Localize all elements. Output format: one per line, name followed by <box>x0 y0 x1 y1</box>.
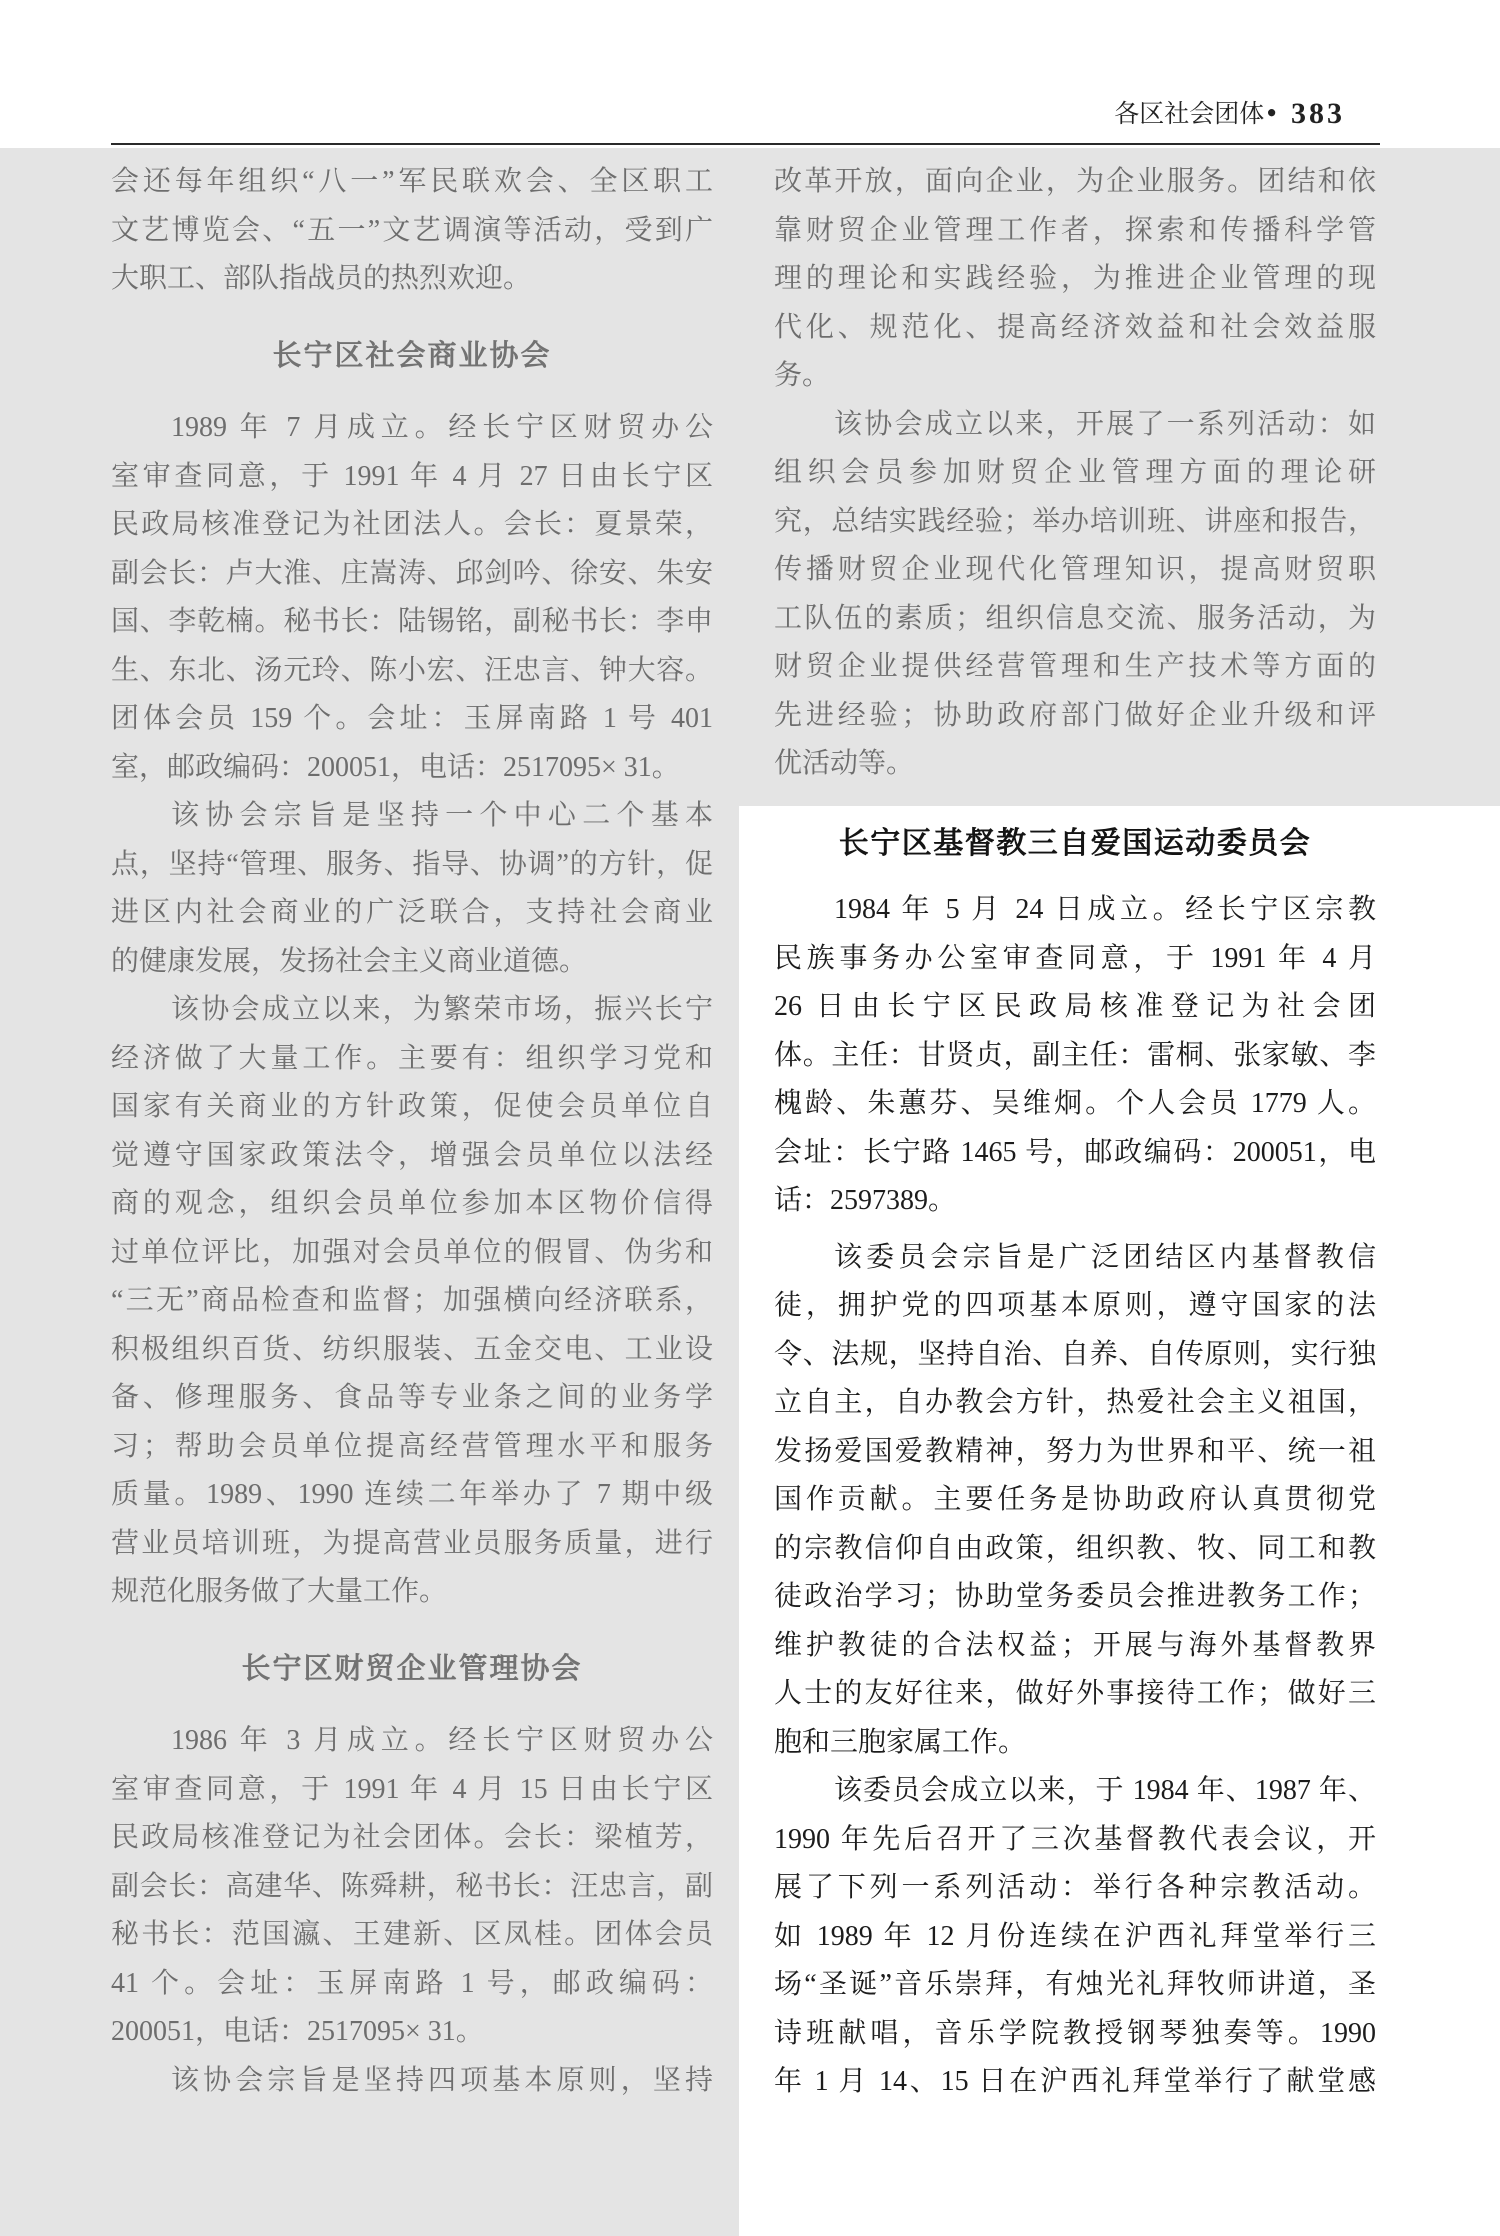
text-line: 民族事务办公室审查同意，于 1991 年 4 月 <box>774 942 1376 974</box>
paragraph <box>111 158 713 304</box>
text-line: 商的观念，组织会员单位参加本区物价信得 <box>111 1188 713 1219</box>
text-line: 代化、规范化、提高经济效益和社会效益服 <box>774 311 1376 343</box>
text-line: 生、东北、汤元玲、陈小宏、汪忠言、钟大容。 <box>111 654 713 686</box>
text-line: 文艺博览会、“五一”文艺调演等活动，受到广 <box>111 214 713 246</box>
text-line: 传播财贸企业现代化管理知识，提高财贸职 <box>774 554 1376 585</box>
text-line: 民政局核准登记为社会团体。会长：梁植芳， <box>111 1822 713 1853</box>
text-line: 200051，电话：2517095× 31。 <box>111 2016 484 2047</box>
text-line: 备、修理服务、食品等专业条之间的业务学 <box>111 1382 713 1413</box>
text-line: “三无”商品检查和监督；加强横向经济联系， <box>111 1285 713 1316</box>
section-heading: 长宁区社会商业协会 <box>272 337 552 372</box>
paragraph <box>774 158 1376 401</box>
text-line: 靠财贸企业管理工作者，探索和传播科学管 <box>774 214 1376 246</box>
text-line: 室审查同意，于 1991 年 4 月 15 日由长宁区 <box>111 1773 713 1805</box>
text-line: 过单位评比，加强对会员单位的假冒、伪劣和 <box>111 1236 713 1268</box>
text-line: 1990 年先后召开了三次基督教代表会议，开 <box>774 1823 1376 1855</box>
text-line: 槐龄、朱蕙芬、吴维炯。个人会员 1779 人。 <box>774 1088 1376 1119</box>
paragraph <box>774 886 1376 1226</box>
text-line: 1986 年 3 月成立。经长宁区财贸办公 <box>171 1725 713 1756</box>
text-line: 该委员会宗旨是广泛团结区内基督教信 <box>834 1241 1376 1273</box>
text-line: 该协会宗旨是坚持四项基本原则，坚持 <box>171 2064 713 2096</box>
text-line: 徒政治学习；协助堂务委员会推进教务工作； <box>774 1581 1376 1612</box>
text-line: 国、李乾楠。秘书长：陆锡铭，副秘书长：李申 <box>111 606 713 637</box>
text-line: 秘书长：范国瀛、王建新、区凤桂。团体会员 <box>111 1919 713 1950</box>
text-line: 积极组织百货、纺织服装、五金交电、工业设 <box>111 1333 713 1365</box>
text-line: 该协会宗旨是坚持一个中心二个基本 <box>171 800 713 831</box>
text-line: 的宗教信仰自由政策，组织教、牧、同工和教 <box>774 1532 1376 1564</box>
paragraph <box>774 401 1376 789</box>
text-line: 室审查同意，于 1991 年 4 月 27 日由长宁区 <box>111 460 713 492</box>
text-line: 胞和三胞家属工作。 <box>774 1726 1027 1758</box>
text-line: 工队伍的素质；组织信息交流、服务活动，为 <box>774 602 1376 634</box>
text-line: 务。 <box>774 360 831 391</box>
text-line: 该协会成立以来，开展了一系列活动：如 <box>834 408 1376 440</box>
right-column <box>774 158 1376 2107</box>
text-line: 营业员培训班，为提高营业员服务质量，进行 <box>111 1527 713 1559</box>
text-line: 诗班献唱，音乐学院教授钢琴独奏等。1990 <box>774 2017 1376 2049</box>
text-line: 体。主任：甘贤贞，副主任：雷桐、张家敏、李 <box>774 1039 1376 1071</box>
text-line: 展了下列一系列活动：举行各种宗教活动。 <box>774 1872 1376 1903</box>
section-heading: 长宁区财贸企业管理协会 <box>241 1650 583 1685</box>
text-line: 场“圣诞”音乐崇拜，有烛光礼拜牧师讲道，圣 <box>774 1969 1376 2000</box>
paragraph <box>774 1234 1376 1768</box>
section-title: 各区社会团体• <box>1114 99 1279 128</box>
text-line: 先进经验；协助政府部门做好企业升级和评 <box>774 699 1376 731</box>
text-line: 令、法规，坚持自治、自养、自传原则，实行独 <box>774 1338 1376 1370</box>
page-number: 383 <box>1291 97 1345 130</box>
text-line: 发扬爱国爱教精神，努力为世界和平、统一祖 <box>774 1435 1376 1467</box>
text-line: 该协会成立以来，为繁荣市场，振兴长宁 <box>171 994 713 1025</box>
paragraph <box>111 986 713 1617</box>
text-line: 室，邮政编码：200051，电话：2517095× 31。 <box>111 751 680 783</box>
text-line: 会址：长宁路 1465 号，邮政编码：200051，电 <box>774 1136 1376 1168</box>
text-line: 26 日由长宁区民政局核准登记为社会团 <box>774 991 1376 1022</box>
text-line: 人士的友好往来，做好外事接待工作；做好三 <box>774 1678 1376 1709</box>
text-line: 究，总结实践经验；举办培训班、讲座和报告， <box>774 505 1376 537</box>
text-line: 组织会员参加财贸企业管理方面的理论研 <box>774 457 1376 488</box>
paragraph <box>111 1717 713 2057</box>
text-line: 副会长：卢大淮、庄嵩涛、邱剑吟、徐安、朱安 <box>111 557 713 589</box>
paragraph <box>111 792 713 986</box>
text-line: 国家有关商业的方针政策，促使会员单位自 <box>111 1091 713 1122</box>
text-line: 习；帮助会员单位提高经营管理水平和服务 <box>111 1430 713 1462</box>
text-line: 副会长：高建华、陈舜耕，秘书长：汪忠言，副 <box>111 1870 713 1902</box>
running-header <box>1114 96 1345 132</box>
text-line: 团体会员 159 个。会址：玉屏南路 1 号 401 <box>111 703 713 734</box>
paragraph <box>111 404 713 792</box>
text-line: 话：2597389。 <box>774 1185 957 1216</box>
text-line: 点，坚持“管理、服务、指导、协调”的方针，促 <box>111 848 713 880</box>
text-line: 41 个。会址：玉屏南路 1 号，邮政编码： <box>111 1967 713 1999</box>
text-line: 规范化服务做了大量工作。 <box>111 1576 448 1607</box>
text-line: 质量。1989、1990 连续二年举办了 7 期中级 <box>111 1479 713 1510</box>
text-line: 大职工、部队指战员的热烈欢迎。 <box>111 263 532 294</box>
text-line: 年 1 月 14、15 日在沪西礼拜堂举行了献堂感 <box>774 2066 1376 2097</box>
text-line: 民政局核准登记为社团法人。会长：夏景荣， <box>111 509 713 540</box>
text-line: 1989 年 7 月成立。经长宁区财贸办公 <box>171 412 713 443</box>
text-line: 觉遵守国家政策法令，增强会员单位以法经 <box>111 1139 713 1171</box>
text-line: 财贸企业提供经营管理和生产技术等方面的 <box>774 651 1376 682</box>
text-line: 国作贡献。主要任务是协助政府认真贯彻党 <box>774 1484 1376 1515</box>
text-line: 进区内社会商业的广泛联合，支持社会商业 <box>111 897 713 928</box>
section-heading: 长宁区基督教三自爱国运动委员会 <box>838 825 1312 861</box>
text-line: 理的理论和实践经验，为推进企业管理的现 <box>774 263 1376 294</box>
text-line: 徒，拥护党的四项基本原则，遵守国家的法 <box>774 1290 1376 1321</box>
header-rule <box>111 143 1380 145</box>
text-line: 如 1989 年 12 月份连续在沪西礼拜堂举行三 <box>774 1920 1376 1952</box>
text-line: 会还每年组织“八一”军民联欢会、全区职工 <box>111 166 713 197</box>
text-line: 的健康发展，发扬社会主义商业道德。 <box>111 945 588 977</box>
text-line: 1984 年 5 月 24 日成立。经长宁区宗教 <box>834 894 1376 925</box>
text-line: 经济做了大量工作。主要有：组织学习党和 <box>111 1042 713 1074</box>
text-line: 维护教徒的合法权益；开展与海外基督教界 <box>774 1629 1376 1661</box>
text-line: 优活动等。 <box>774 748 915 779</box>
paragraph <box>111 2057 713 2106</box>
text-line: 立自主，自办教会方针，热爱社会主义祖国， <box>774 1387 1376 1418</box>
text-line: 改革开放，面向企业，为企业服务。团结和依 <box>774 166 1376 197</box>
paragraph <box>774 1767 1376 2107</box>
left-column <box>111 158 713 2105</box>
text-line: 该委员会成立以来，于 1984 年、1987 年、 <box>834 1775 1376 1806</box>
